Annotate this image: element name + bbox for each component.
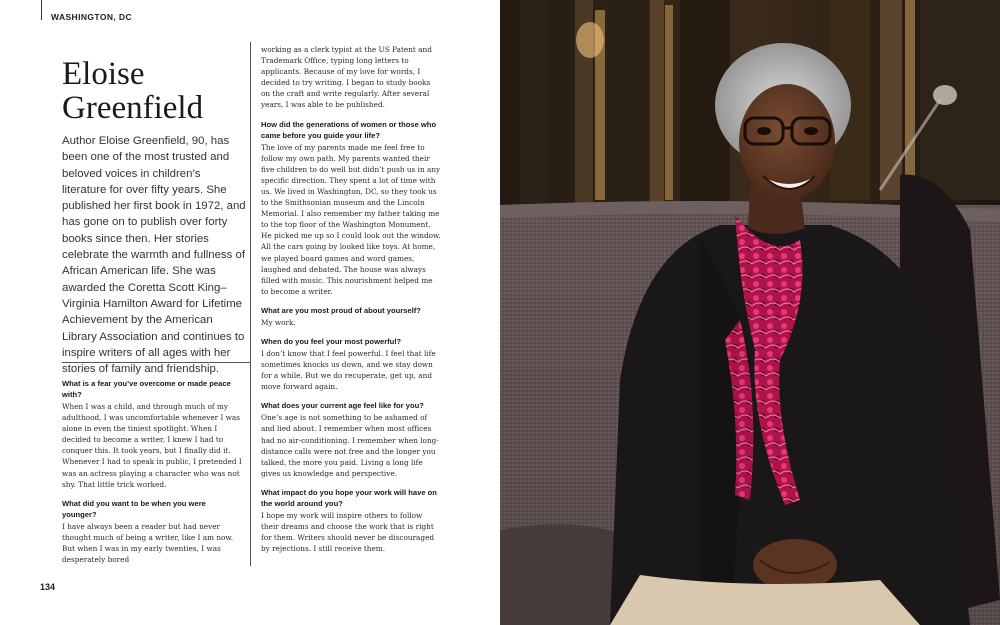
answer: I have always been a reader but had never thought much of being a writer, like I am now. But when I was in my early twenties, I was desperately bored <box>62 521 234 565</box>
page-number: 134 <box>40 582 56 592</box>
answer: I hope my work will inspire others to follow their dreams and choose the work that is right for them. Writers should never be discouraged by rejections. I still receive them. <box>261 510 435 554</box>
question: What did you want to be when you were younger? <box>62 498 206 519</box>
question: When do you feel your most powerful? <box>261 336 402 346</box>
answer-continuation: working as a clerk typist at the US Patent and Trademark Office, typing long letters to applicants. Because of my love for words, I decided to try writing. I began to study books on the craft and write regularly. After several years, I was able to be published. <box>261 45 432 110</box>
intro-divider <box>62 362 250 363</box>
page-title: Eloise Greenfield <box>62 56 204 126</box>
answer: The love of my parents made me feel free to follow my own path. My parents wanted their five children to do well but didn’t push us in any specific direction. They spent a lot of time with us. We lived in Washington, DC, so they took us to the Smithsonian museum and the Lincoln Memorial. I also remember my father taking me to the top floor of the Washington Monument. He picked me up so I could look out the window. All the cars going by looked like toys. At home, we played board games and word games, laughed and debated. The house was always filled with music. This nourishment helped me to become a writer. <box>261 142 441 296</box>
question: What impact do you hope your work will have on the world around you? <box>261 487 437 508</box>
interview-column-right <box>261 44 441 562</box>
question: What is a fear you’ve overcome or made peace with? <box>62 379 231 399</box>
section-rule <box>41 0 42 20</box>
intro-paragraph: Author Eloise Greenfield, 90, has been one of the most trusted and beloved voices in children’s literature for over fifty years. She published her first book in 1972, and has gone on to publish over forty books since then. Her stories celebrate the warmth and fullness of African American life. She was awarded the Coretta Scott King–Virginia Hamilton Award for Lifetime Achievement by the American Library Association and continues to inspire writers of all ages with her stories of family and friendship. <box>62 135 246 376</box>
answer: When I was a child, and through much of my adulthood, I was uncomfortable whenever I was alone in even the tiniest spotlight. When I decided to become a writer, I knew I had to conquer this. It took years, but I finally did it. Whenever I had to speak in public, I pretended I was an actress playing a character who was not shy. That little trick worked. <box>62 402 242 489</box>
portrait-photo <box>500 0 1000 625</box>
question: What are you most proud of about yourself? <box>261 305 421 315</box>
interview-column-left <box>62 378 242 573</box>
answer: My work. <box>261 317 296 327</box>
section-label: WASHINGTON, DC <box>51 12 133 22</box>
answer: One’s age is not something to be ashamed of and lied about. I remember when most offices had no air-conditioning. I remember when long-distance calls were not free and the longer you talked, the more you paid. Living a long life gives us knowledge and perspective. <box>261 413 439 478</box>
question: What does your current age feel like for you? <box>261 401 424 411</box>
answer: I don’t know that I feel powerful. I feel that life sometimes knocks us down, and we stay down for a while. But we do recuperate, get up, and move forward again. <box>261 348 436 392</box>
column-divider <box>250 42 251 566</box>
question: How did the generations of women or those who came before you guide your life? <box>261 119 437 140</box>
